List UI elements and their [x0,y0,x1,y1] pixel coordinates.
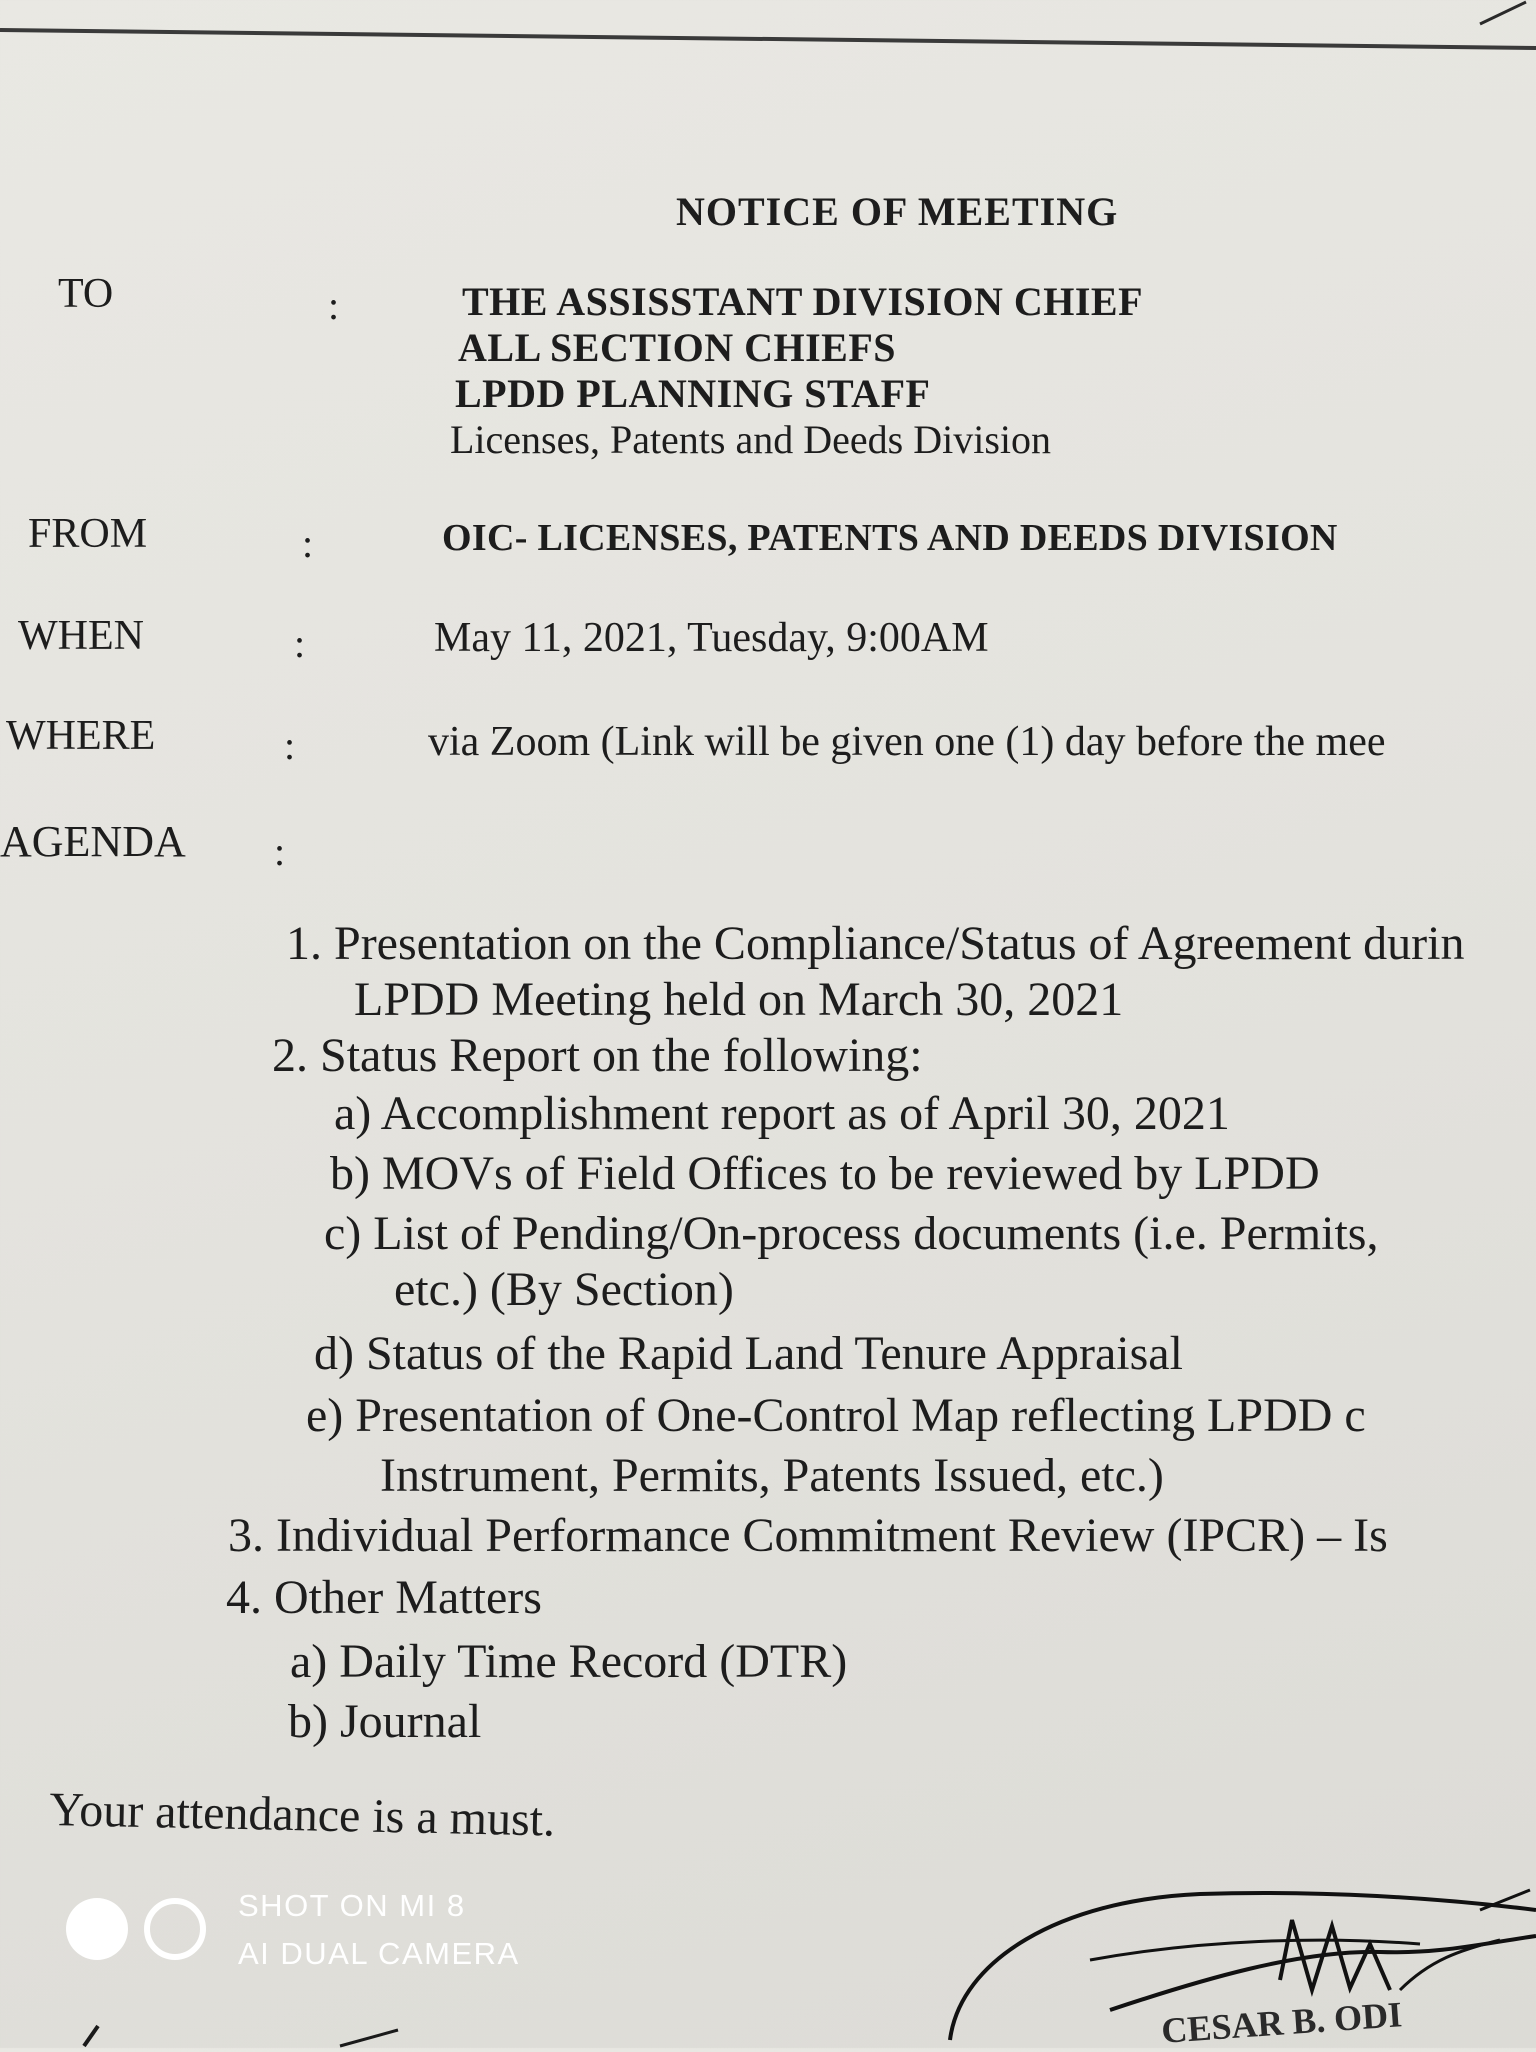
agenda-label: AGENDA [0,817,186,866]
closing-statement: Your attendance is a must. [48,1782,556,1847]
pen-stroke-mark [70,1990,400,2048]
watermark-line-1: SHOT ON MI 8 [238,1888,466,1923]
watermark-dot-icon [66,1898,128,1960]
when-value: May 11, 2021, Tuesday, 9:00AM [434,615,989,661]
signatory-name: CESAR B. ODI [1160,1994,1404,2051]
from-value: OIC- LICENSES, PATENTS AND DEEDS DIVISION [442,517,1338,559]
agenda-item-2e: e) Presentation of One-Control Map reflecting LPDD c [306,1389,1366,1442]
page-title: NOTICE OF MEETING [676,189,1119,234]
agenda-item-2e-cont: Instrument, Permits, Patents Issued, etc.) [380,1449,1164,1502]
paper-top-edge [0,24,1536,52]
agenda-item-2c-cont: etc.) (By Section) [394,1263,734,1316]
watermark-ring-icon [144,1898,206,1960]
agenda-item-2c: c) List of Pending/On-process documents (i.e. Permits, [324,1207,1379,1260]
where-colon: : [284,723,296,768]
agenda-item-2d: d) Status of the Rapid Land Tenure Appraisal [314,1327,1183,1380]
to-line-1: THE ASSISSTANT DIVISION CHIEF [462,279,1144,324]
watermark-line-2: AI DUAL CAMERA [238,1936,520,1971]
agenda-item-2b: b) MOVs of Field Offices to be reviewed by LPDD [330,1147,1320,1200]
agenda-item-2a: a) Accomplishment report as of April 30, 2021 [334,1087,1230,1140]
pen-mark [1470,0,1536,30]
to-line-4: Licenses, Patents and Deeds Division [450,417,1051,462]
from-colon: : [302,521,314,566]
when-label: WHEN [18,613,144,659]
to-label: TO [58,271,114,317]
agenda-item-1: 1. Presentation on the Compliance/Status of Agreement durin [286,917,1465,970]
to-line-3: LPDD PLANNING STAFF [455,371,931,416]
where-label: WHERE [6,713,156,759]
agenda-item-3: 3. Individual Performance Commitment Review (IPCR) – Is [228,1509,1388,1562]
agenda-item-4b: b) Journal [288,1695,482,1748]
agenda-item-1-cont: LPDD Meeting held on March 30, 2021 [354,973,1124,1026]
agenda-item-4a: a) Daily Time Record (DTR) [290,1635,848,1688]
where-value: via Zoom (Link will be given one (1) day before the mee [428,719,1386,765]
agenda-colon: : [274,829,286,874]
agenda-item-4: 4. Other Matters [226,1571,542,1624]
when-colon: : [294,621,306,666]
to-colon: : [328,283,340,328]
agenda-item-2: 2. Status Report on the following: [272,1029,923,1082]
to-line-2: ALL SECTION CHIEFS [458,325,897,370]
from-label: FROM [28,511,148,557]
